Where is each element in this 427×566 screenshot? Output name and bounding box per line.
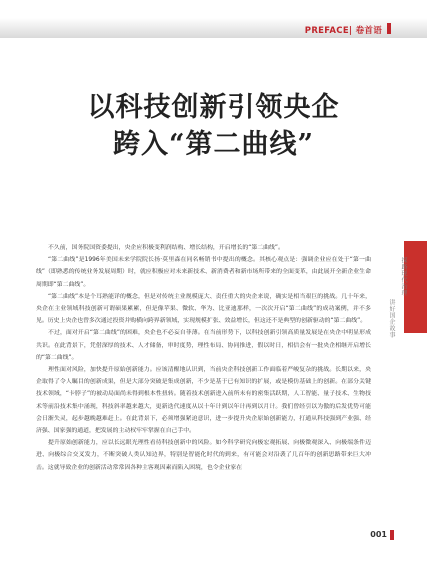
page-number: 001 — [370, 530, 387, 539]
sidebar-slogan-1: 探路现代治理 — [400, 257, 407, 296]
page-header — [0, 0, 427, 38]
paragraph: “第二曲线”是1996年美国未来学院院长扬·莫里森在同名畅销书中提出的概念。其核心观点是：强调企业应在处于“第一曲线”（即熟悉的传统业务发展周期）时，就应积极应对未来新技术、新消费者和新市场所带来的全面变革，由此展开全新企业生命周期即“第二曲线”。 — [36, 257, 371, 288]
header-accent-bar — [387, 23, 391, 34]
section-label: PREFACE| 卷首语 — [304, 26, 382, 36]
side-color-tab — [404, 241, 427, 333]
article-title-line-1: 以科技创新引领央企 — [87, 92, 340, 123]
footer-accent-bar — [390, 530, 394, 540]
sidebar-slogan-2: 讲好国企故事 — [388, 299, 395, 338]
paragraph: 不过，面对开启“第二曲线”的困难，央企也不必妄自菲薄。在当前形势下，以科技创新引领高质量发展是在央企中明显形成共识。在此背景下，凭借深厚的技术、人才储备，审时度势，理性布局、协同推进，假以时日，相信会有一批央企相继开启增长的“第二曲线”。 — [36, 330, 371, 361]
article-body — [36, 242, 371, 474]
article-title-line-2: 跨入“第二曲线” — [112, 129, 315, 160]
paragraph: 理性面对风险，加快提升原始创新能力。应该清醒地认识到，当前央企科技创新工作面临着严峻复杂的挑战。长期以来，央企取得了令人瞩目的创新成果，但是大部分突破是集成创新，不少是基于已有知识的扩展，或是模仿基础上的创新。在部分关键技术领域，“卡脖子”的被动局面尚未得到根本性扭转。随着技术创新进入前所未有的密集活跃期，人工智能、量子技术、生物技术等前沿技术集中涌现，科技斜率越来越大，更新迭代速度从以十年计到以年计再到以月计。我们曾经引以为傲的后发优势可能会日渐失灵，起步越晚越难赶上。在此背景下，必须增强紧迫意识，进一步提升央企原始创新能力，打通从科技强到产业强、经济强、国家强的通道，把发展的主动权牢牢掌握在自己手中。 — [36, 367, 371, 435]
paragraph: 不久前，国务院国资委提出，央企应积极变利润结构、增长结构，开启增长的“第二曲线”。 — [48, 245, 284, 251]
paragraph: “第二曲线”本是个耳熟能详的概念，但是对传统主业规模庞大、责任重大的央企来说，确实是相当艰巨的挑战。几十年来，央企在主业领域科技创新可谓硕果累累，但是像苹果、微软、华为、比亚迪那样，一次次开启“第二曲线”的成功案例，并不多见。历史上央企也曾多次通过投资并购横向跨界新领域，实现规模扩张、效益增长，但这还不是典型的创新驱动的“第二曲线”。 — [36, 293, 371, 325]
paragraph: 提升原始创新能力，应以长远眼光理性看待科技创新中的风险。如今科学研究向极宏观拓展、向极微观深入、向极端条件迈进、向极综合交叉发力，不断突破人类认知边界，特别是智能化时代的到来，有可能会对沿袭了几百年的创新思路带来巨大冲击。这就导致企业的创新活动常常因各种主客观因素而陷入困境，也令企业家在 — [36, 440, 371, 471]
